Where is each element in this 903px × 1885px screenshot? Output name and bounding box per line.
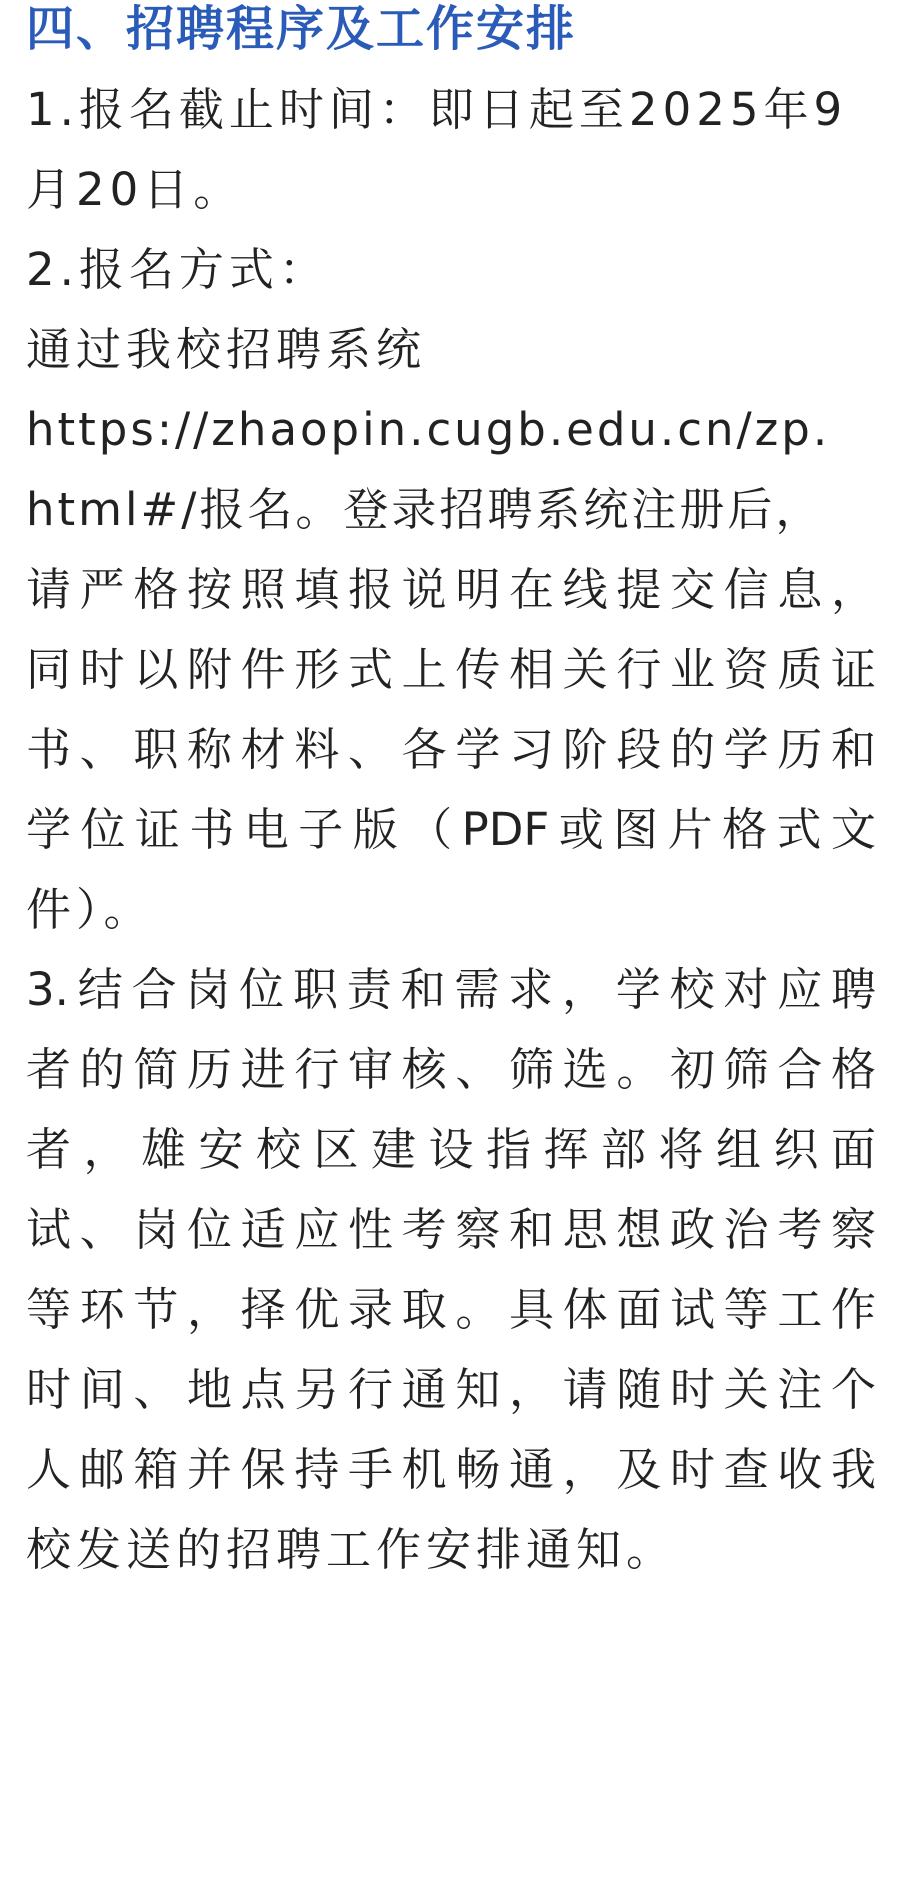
text-line: 学位证书电子版（PDF或图片格式文 (26, 803, 876, 856)
text-line: 件）。 (26, 883, 154, 936)
text-line: 1.报名截止时间：即日起至2025年9 (26, 83, 848, 136)
url-line: https://zhaopin.cugb.edu.cn/zp. (26, 403, 831, 456)
text-line: 人邮箱并保持手机畅通，及时查收我 (26, 1443, 876, 1496)
text-line: 通过我校招聘系统 (26, 323, 427, 376)
text-line: 月20日。 (26, 163, 244, 216)
text-line: 2.报名方式： (26, 243, 329, 296)
text-line: 请严格按照填报说明在线提交信息， (26, 563, 876, 616)
text-line: 者，雄安校区建设指挥部将组织面 (26, 1123, 876, 1176)
url-line: html#/报名。登录招聘系统注册后， (26, 483, 824, 536)
text-line: 校发送的招聘工作安排通知。 (26, 1523, 677, 1576)
text-line: 书、职称材料、各学习阶段的学历和 (26, 723, 876, 776)
text-line: 时间、地点另行通知，请随时关注个 (26, 1363, 876, 1416)
text-line: 者的简历进行审核、筛选。初筛合格 (26, 1043, 876, 1096)
text-line: 同时以附件形式上传相关行业资质证 (26, 643, 876, 696)
text-line: 等环节，择优录取。具体面试等工作 (26, 1283, 876, 1336)
text-line: 试、岗位适应性考察和思想政治考察 (26, 1203, 876, 1256)
section-heading: 四、招聘程序及工作安排 (26, 1, 577, 57)
text-line: 3.结合岗位职责和需求，学校对应聘 (26, 963, 876, 1016)
